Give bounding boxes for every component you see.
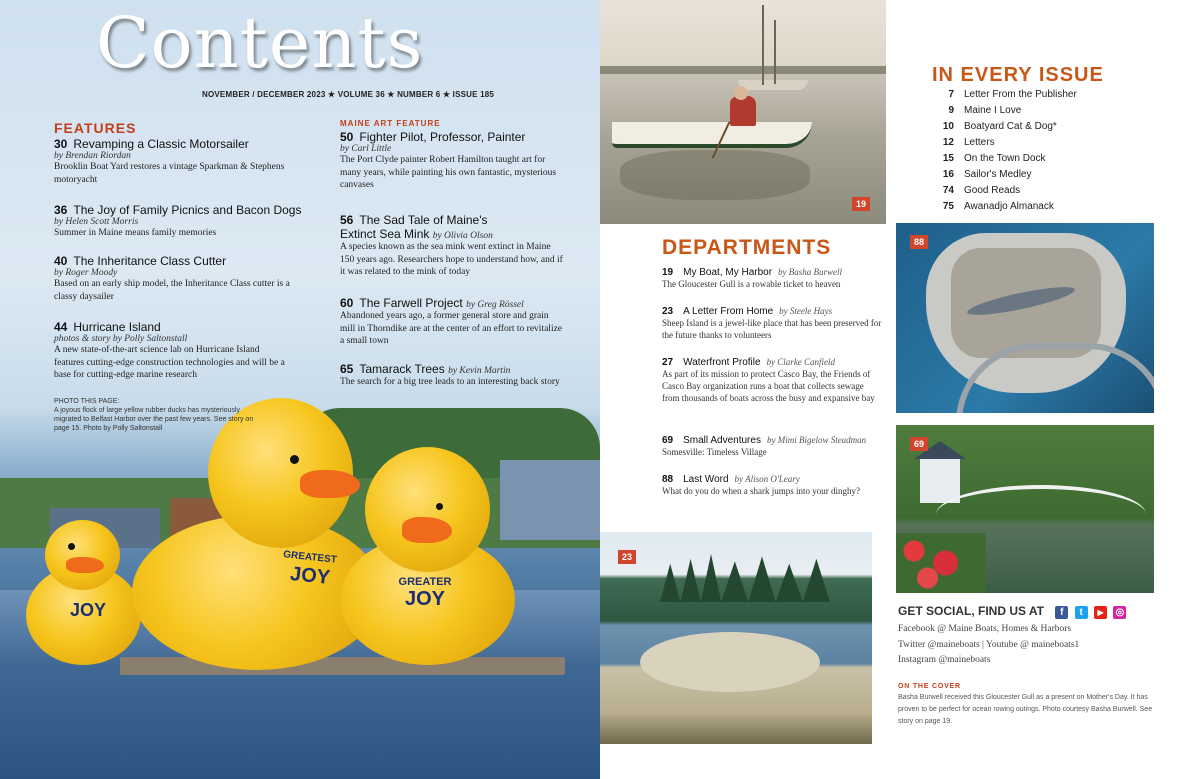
right-duck-head — [365, 447, 490, 572]
page-badge-rowboat: 19 — [852, 197, 870, 211]
social-instagram-line[interactable]: Instagram @maineboats — [898, 655, 991, 665]
feature-page: 40 — [54, 254, 68, 268]
sailboat — [738, 80, 808, 90]
feature-byline: by Olivia Olson — [432, 231, 493, 241]
department-item[interactable] — [662, 267, 887, 290]
feature-desc: Brooklin Boat Yard restores a vintage Sparkman & Stephens motoryacht — [54, 162, 285, 185]
features-heading: FEATURES — [54, 120, 137, 136]
feature-title: Revamping a Classic Motorsailer — [73, 137, 249, 151]
feature-title: The Sad Tale of Maine's — [359, 213, 488, 227]
feature-desc: Abandoned years ago, a former general store and grain mill in Thorndike are at the center of an effort to revitalize a small town — [340, 311, 563, 346]
dinghy-photo — [896, 223, 1154, 413]
small-duck-eye — [68, 543, 75, 550]
department-item[interactable] — [662, 306, 887, 341]
small-duck-beak — [66, 557, 104, 573]
feature-title: The Farwell Project — [359, 296, 463, 310]
dept-page: 88 — [662, 474, 674, 485]
issue-line: NOVEMBER / DECEMBER 2023 ★ VOLUME 36 ★ NUMBER 6 ★ ISSUE 185 — [202, 90, 495, 99]
middle-duck-label-1: GREATEST — [282, 549, 338, 566]
feature-page: 36 — [54, 203, 68, 217]
right-duck-label-2: JOY — [404, 588, 446, 610]
dept-page: 69 — [662, 435, 674, 446]
middle-duck-beak — [300, 470, 360, 498]
feature-desc: The Port Clyde painter Robert Hamilton taught art for many years, while painting his own fantastic, mysterious canvases — [340, 155, 557, 190]
feature-title: Fighter Pilot, Professor, Painter — [359, 130, 526, 144]
issue-title: Maine I Love — [964, 105, 1022, 116]
issue-item[interactable] — [926, 167, 1176, 183]
issue-page: 15 — [942, 153, 954, 164]
feature-item[interactable] — [340, 213, 570, 279]
rowboat-photo — [600, 0, 886, 224]
feature-item[interactable] — [54, 254, 304, 303]
feature-desc: A new state-of-the-art science lab on Hurricane Island features cutting-edge construction technologies and will be a base for cutting-edge marine research — [54, 345, 285, 380]
feature-byline: by Greg Rössel — [466, 300, 524, 310]
feature-title: The Inheritance Class Cutter — [73, 254, 227, 268]
issue-page: 16 — [942, 169, 954, 180]
feature-byline: by Carl Little — [340, 144, 392, 154]
issue-title: Boatyard Cat & Dog* — [964, 121, 1057, 132]
page-badge-bridge: 69 — [910, 437, 928, 451]
dept-byline: by Steele Hays — [779, 306, 833, 316]
dept-byline: by Mimi Bigelow Steadman — [766, 435, 867, 445]
dept-title: Waterfront Profile — [683, 357, 761, 368]
dept-title: Last Word — [683, 474, 729, 485]
rower — [730, 96, 756, 126]
departments-heading: DEPARTMENTS — [662, 236, 832, 259]
feature-byline: by Helen Scott Morris — [54, 217, 139, 227]
dept-title: Small Adventures — [683, 435, 761, 446]
dept-title: A Letter From Home — [683, 306, 774, 317]
feature-item[interactable] — [340, 130, 570, 192]
issue-item[interactable] — [926, 103, 1176, 119]
bridge-photo — [896, 425, 1154, 593]
middle-duck-label-2: JOY — [288, 562, 332, 590]
social-block — [898, 604, 1188, 669]
rowboat-hull — [612, 122, 812, 148]
spruce-trees — [660, 554, 830, 602]
department-item[interactable] — [662, 357, 887, 404]
dept-page: 23 — [662, 306, 674, 317]
issue-page: 10 — [942, 121, 954, 132]
dept-desc: Somesville: Timeless Village — [662, 447, 767, 457]
harbor-building — [500, 460, 600, 540]
feature-title-2: Extinct Sea Mink — [340, 227, 430, 241]
issue-title: Good Reads — [964, 185, 1021, 196]
dept-desc: As part of its mission to protect Casco Bay, the Friends of Casco Bay organization runs a boat that collects sewage from thousands of boats across the busy and expansive bay — [662, 369, 875, 403]
mast — [762, 5, 764, 85]
page-badge-dinghy: 88 — [910, 235, 928, 249]
page-badge-island: 23 — [618, 550, 636, 564]
issue-item[interactable] — [926, 119, 1176, 135]
distant-shore — [600, 66, 886, 74]
feature-title: The Joy of Family Picnics and Bacon Dogs — [73, 203, 302, 217]
feature-page: 56 — [340, 213, 354, 227]
issue-item[interactable] — [926, 183, 1176, 199]
cover-heading: ON THE COVER — [898, 683, 961, 690]
small-duck-label: JOY — [69, 600, 107, 620]
rower-head — [734, 86, 748, 100]
every-issue-list — [926, 87, 1176, 215]
feature-page: 50 — [340, 130, 354, 144]
photo-note — [54, 397, 254, 433]
dept-page: 27 — [662, 357, 674, 368]
issue-item[interactable] — [926, 87, 1176, 103]
feature-byline: by Brendan Riordan — [54, 151, 131, 161]
department-item[interactable] — [662, 435, 887, 458]
feature-byline: by Kevin Martin — [448, 366, 511, 376]
issue-page: 75 — [942, 201, 954, 212]
page-title: Contents — [96, 2, 424, 84]
maine-art-label: MAINE ART FEATURE — [340, 119, 441, 128]
dept-page: 19 — [662, 267, 674, 278]
feature-page: 65 — [340, 362, 354, 376]
feature-desc: Based on an early ship model, the Inheritance Class cutter is a classy daysailer — [54, 279, 290, 302]
issue-title: Awanadjo Almanack — [964, 201, 1054, 212]
every-issue-heading: IN EVERY ISSUE — [932, 64, 1104, 86]
sand-bar — [640, 632, 820, 692]
issue-item[interactable] — [926, 151, 1176, 167]
dept-byline: by Alison O'Leary — [734, 474, 800, 484]
dept-desc: The Gloucester Gull is a rowable ticket to heaven — [662, 279, 841, 289]
photo-note-text: A joyous flock of large yellow rubber ducks has mysteriously migrated to Belfast Harbor over the past few years. See story on page 15. Photo by Polly Saltonstall — [54, 407, 254, 432]
dept-desc: Sheep Island is a jewel-like place that has been preserved for the future thanks to volunteers — [662, 318, 882, 340]
social-facebook-line[interactable]: Facebook @ Maine Boats, Homes & Harbors — [898, 624, 1072, 634]
instagram-icon[interactable]: ◎ — [1113, 606, 1126, 619]
feature-page: 44 — [54, 320, 68, 334]
social-twitter-youtube-line[interactable]: Twitter @maineboats | Youtube @ maineboats1 — [898, 639, 1080, 650]
right-duck-eye — [436, 503, 443, 510]
issue-title: Letters — [964, 137, 995, 148]
feature-item[interactable] — [340, 362, 570, 389]
feature-title: Hurricane Island — [73, 320, 161, 334]
cover-text: Basha Burwell received this Gloucester Gull as a present on Mother's Day. It has proven to be perfect for ocean rowing outings. Photo courtesy Basha Burwell. See story on page 19. — [898, 694, 1153, 725]
social-heading: GET SOCIAL, FIND US AT — [898, 604, 1044, 618]
mast — [774, 20, 776, 84]
middle-duck-eye — [290, 455, 299, 464]
facebook-icon[interactable]: f — [1055, 606, 1068, 619]
feature-item[interactable] — [54, 203, 314, 240]
issue-page: 12 — [942, 137, 954, 148]
dept-byline: by Basha Burwell — [778, 267, 843, 277]
right-duck-label-1: GREATER — [398, 576, 452, 588]
small-duck-head — [45, 520, 120, 590]
dept-desc: What do you do when a shark jumps into your dinghy? — [662, 486, 860, 496]
issue-page: 74 — [942, 185, 954, 196]
issue-title: On the Town Dock — [964, 153, 1046, 164]
feature-title: Tamarack Trees — [359, 362, 445, 376]
issue-page: 9 — [948, 105, 954, 116]
feature-desc: Summer in Maine means family memories — [54, 228, 217, 238]
island-photo — [600, 532, 872, 744]
feature-byline: photos & story by Polly Saltonstall — [54, 334, 188, 344]
issue-title: Letter From the Publisher — [964, 89, 1077, 100]
dept-title: My Boat, My Harbor — [683, 267, 773, 278]
feature-desc: The search for a big tree leads to an interesting back story — [340, 377, 560, 387]
youtube-icon[interactable]: ▶ — [1094, 606, 1107, 619]
duck-platform — [120, 657, 565, 675]
issue-title: Sailor's Medley — [964, 169, 1032, 180]
red-flowers — [896, 533, 986, 593]
house — [920, 455, 960, 503]
issue-page: 7 — [948, 89, 954, 100]
department-item[interactable] — [662, 474, 887, 497]
feature-byline: by Roger Moody — [54, 268, 118, 278]
right-duck-beak — [402, 517, 452, 543]
feature-desc: A species known as the sea mink went extinct in Maine 150 years ago. Researchers hope to understand how, and if it was related to the mink of today — [340, 242, 563, 277]
issue-item[interactable] — [926, 135, 1176, 151]
cover-note — [898, 683, 1158, 728]
feature-item[interactable] — [54, 137, 304, 186]
dept-byline: by Clarke Canfield — [766, 357, 836, 367]
reflection — [620, 150, 810, 200]
feature-item[interactable] — [340, 296, 570, 348]
photo-note-heading: PHOTO THIS PAGE: — [54, 398, 120, 405]
issue-item[interactable] — [926, 199, 1176, 215]
feature-page: 30 — [54, 137, 68, 151]
feature-item[interactable] — [54, 320, 314, 382]
feature-page: 60 — [340, 296, 354, 310]
twitter-icon[interactable]: t — [1075, 606, 1088, 619]
